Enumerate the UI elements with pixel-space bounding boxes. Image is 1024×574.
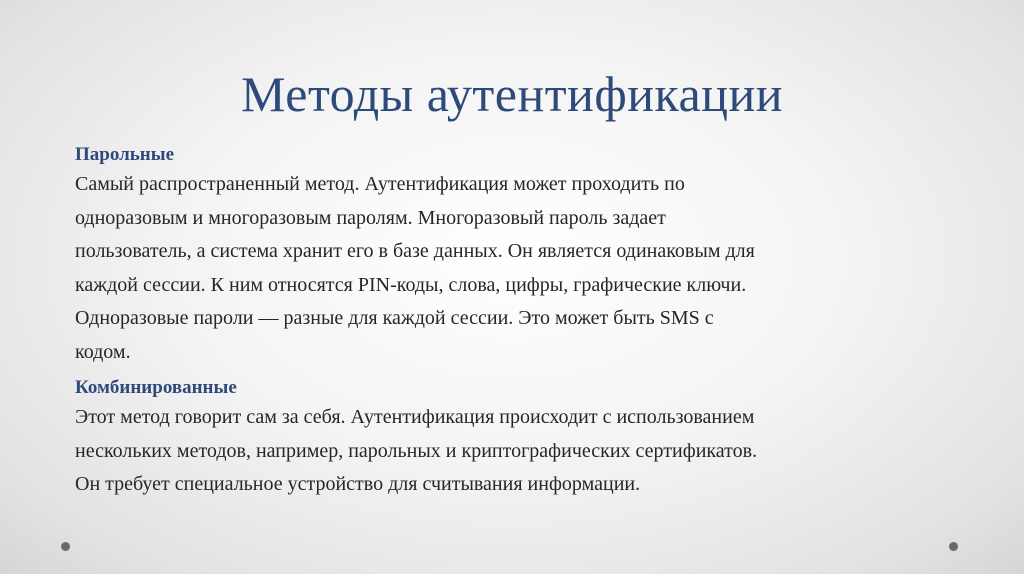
decorative-dot-right	[949, 542, 958, 551]
body-line: кодом.	[75, 340, 131, 363]
section-heading-combined: Комбинированные	[75, 377, 237, 398]
section-combined	[75, 375, 975, 502]
slide-title: Методы аутентификации	[241, 66, 783, 122]
body-line: каждой сессии. К ним относятся PIN-коды, слова, цифры, графические ключи.	[75, 273, 747, 296]
section-password	[75, 142, 975, 369]
body-line: Самый распространенный метод. Аутентификация может проходить по	[75, 173, 685, 195]
body-line: нескольких методов, например, парольных и криптографических сертификатов.	[75, 439, 758, 462]
body-line: одноразовым и многоразовым паролям. Многоразовый пароль задает	[75, 206, 666, 229]
body-line: пользователь, а система хранит его в базе данных. Он является одинаковым для	[75, 240, 755, 262]
decorative-dot-left	[61, 542, 70, 551]
body-line: Одноразовые пароли — разные для каждой сессии. Это может быть SMS с	[75, 307, 714, 329]
section-heading-password: Парольные	[75, 144, 175, 165]
section-body-password	[75, 168, 975, 369]
section-body-combined	[75, 401, 975, 502]
slide-content	[75, 142, 975, 502]
body-line: Этот метод говорит сам за себя. Аутентификация происходит с использованием	[75, 406, 755, 428]
body-line: Он требует специальное устройство для считывания информации.	[75, 473, 641, 495]
